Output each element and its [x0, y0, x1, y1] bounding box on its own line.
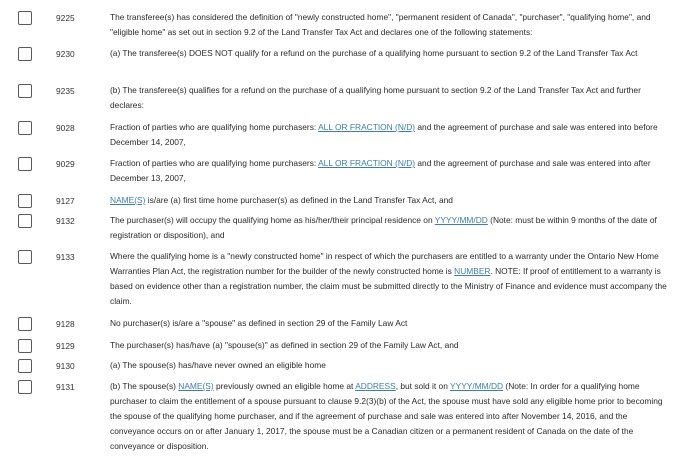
statement-code: 9128 [56, 319, 75, 329]
statement-text: (b) The transferee(s) qualifies for a refund on the purchase of a qualifying home pursuant to section 9.2 of the Land Transfer Tax Act and further declares: [110, 85, 641, 110]
statement-code: 9225 [56, 13, 75, 23]
statement-text: (a) The transferee(s) DOES NOT qualify for a refund on the purchase of a qualifying home pursuant to section 9.2 of the Land Transfer Tax Act [110, 48, 638, 58]
fraction-link[interactable]: ALL OR FRACTION (N/D) [318, 122, 416, 132]
fraction-link[interactable]: ALL OR FRACTION (N/D) [318, 158, 416, 168]
statement-code: 9028 [56, 123, 75, 133]
checkbox[interactable] [18, 84, 32, 98]
statement-code: 9129 [56, 341, 75, 351]
statement-code: 9029 [56, 159, 75, 169]
checkbox[interactable] [18, 250, 32, 264]
names-link[interactable]: NAME(S) [110, 195, 146, 205]
checkbox[interactable] [18, 380, 32, 394]
checkbox[interactable] [18, 47, 32, 61]
statement-text: The purchaser(s) has/have (a) "spouse(s)" as defined in section 29 of the Family Law Act, and [110, 340, 459, 350]
statement-code: 9230 [56, 49, 75, 59]
checkbox[interactable] [18, 339, 32, 353]
checkbox[interactable] [18, 317, 32, 331]
statement-code: 9133 [56, 252, 75, 262]
address-link[interactable]: ADDRESS [355, 381, 396, 391]
statement-code: 9130 [56, 361, 75, 371]
date-link[interactable]: YYYY/MM/DD [434, 215, 488, 225]
statement-text: No purchaser(s) is/are a "spouse" as defined in section 29 of the Family Law Act [110, 318, 408, 328]
statement-text: (a) The spouse(s) has/have never owned an eligible home [110, 360, 326, 370]
checkbox[interactable] [18, 11, 32, 25]
statement-text: (b) The spouse(s) NAME(S) previously owned an eligible home at ADDRESS, but sold it on YYYY/MM/DD (Note: In order for a qualifying home purchaser to claim the entitlement of a spouse pursuant to clause 9.2(3)(b) of the Act, the spouse must have sold any eligible home prior to becoming the spouse of the qualifying home purchaser, and if the agreement of purchase and sale was entered into after November 14, 2016, and the conveyance occurs on or after January 1, 2017, the spouse must be a Canadian citizen or a permanent resident of Canada on the date of the conveyance or disposition. [110, 381, 663, 451]
statement-text: NAME(S) is/are (a) first time home purchaser(s) as defined in the Land Transfer Tax Act, and [110, 195, 453, 205]
checkbox[interactable] [18, 194, 32, 208]
statement-code: 9235 [56, 86, 75, 96]
statement-text: Fraction of parties who are qualifying home purchasers: ALL OR FRACTION (N/D) and the agreement of purchase and sale was entered into after December 13, 2007, [110, 158, 651, 183]
number-link[interactable]: NUMBER [454, 266, 491, 276]
statement-code: 9131 [56, 382, 75, 392]
statement-text: The transferee(s) has considered the definition of "newly constructed home", "permanent resident of Canada", "purchaser", "qualifying home", and "eligible home" as set out in section 9.2 of the Land Transfer Tax Act and declares one of the following statements: [110, 12, 651, 37]
names-link[interactable]: NAME(S) [178, 381, 214, 391]
statement-code: 9127 [56, 196, 75, 206]
statement-text: The purchaser(s) will occupy the qualifying home as his/her/their principal residence on YYYY/MM/DD (Note: must be within 9 months of the date of registration or disposition), and [110, 215, 657, 240]
statement-code: 9132 [56, 216, 75, 226]
checkbox[interactable] [18, 214, 32, 228]
checkbox[interactable] [18, 157, 32, 171]
checkbox[interactable] [18, 359, 32, 373]
statement-text: Fraction of parties who are qualifying home purchasers: ALL OR FRACTION (N/D) and the agreement of purchase and sale was entered into before December 14, 2007, [110, 122, 658, 147]
date-link[interactable]: YYYY/MM/DD [450, 381, 504, 391]
statement-text: Where the qualifying home is a "newly constructed home" in respect of which the purchasers are entitled to a warranty under the Ontario New Home Warranties Plan Act, the registration number for the builder of the newly constructed home is NUMBER. NOTE: If proof of entitlement to a warranty is based on evidence other than a registration number, the claim must be submitted directly to the Ministry of Finance and evidence must accompany the claim. [110, 251, 667, 306]
checkbox[interactable] [18, 121, 32, 135]
